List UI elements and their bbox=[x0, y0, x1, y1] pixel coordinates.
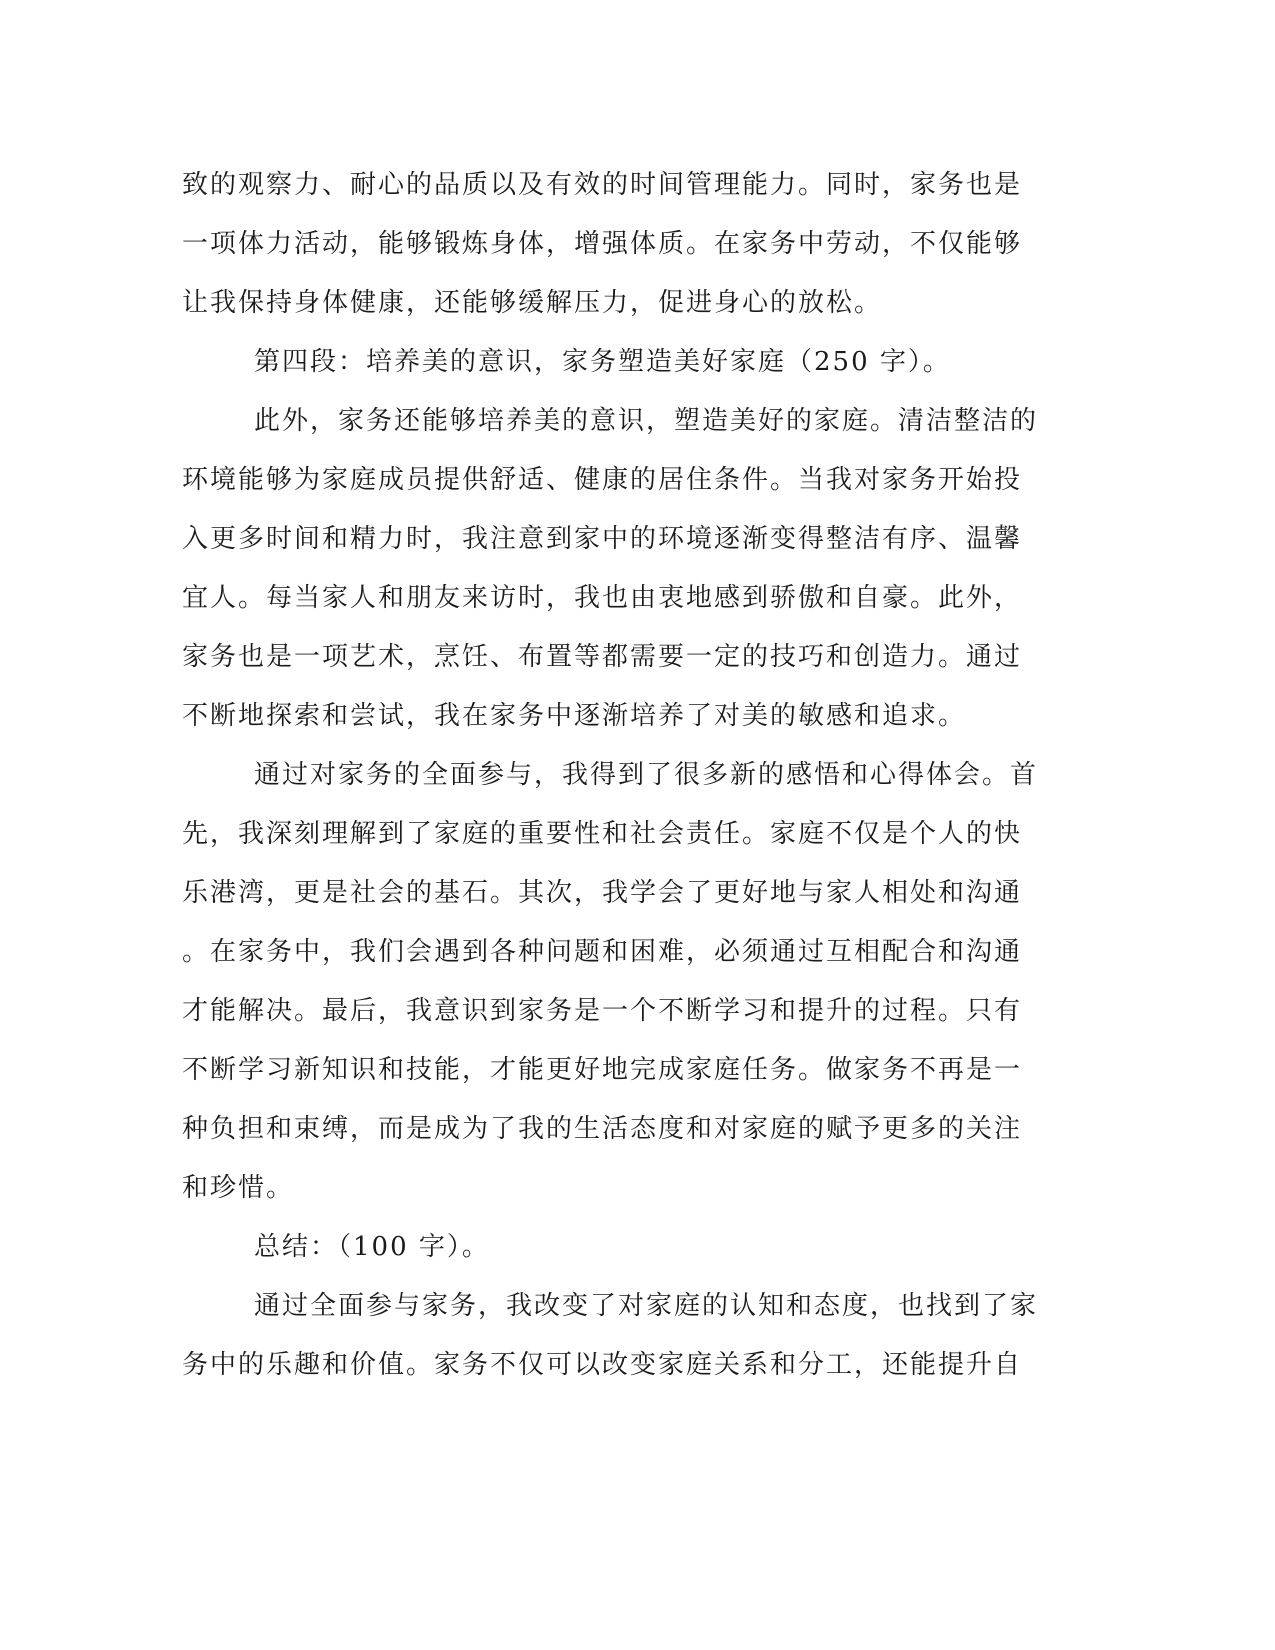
section-heading: 第四段：培养美的意识，家务塑造美好家庭（250 字）。 bbox=[254, 347, 951, 377]
text-line: 不断学习新知识和技能，才能更好地完成家庭任务。做家务不再是一 bbox=[182, 1055, 1023, 1085]
paragraph-first-line: 通过全面参与家务，我改变了对家庭的认知和态度，也找到了家 bbox=[254, 1291, 1039, 1321]
text-line: 种负担和束缚，而是成为了我的生活态度和对家庭的赋予更多的关注 bbox=[182, 1114, 1023, 1144]
text-line: 才能解决。最后，我意识到家务是一个不断学习和提升的过程。只有 bbox=[182, 996, 1023, 1026]
text-line: 一项体力活动，能够锻炼身体，增强体质。在家务中劳动，不仅能够 bbox=[182, 229, 1023, 259]
text-line: 家务也是一项艺术，烹饪、布置等都需要一定的技巧和创造力。通过 bbox=[182, 642, 1023, 672]
text-line: 让我保持身体健康，还能够缓解压力，促进身心的放松。 bbox=[182, 288, 883, 318]
text-line: 先，我深刻理解到了家庭的重要性和社会责任。家庭不仅是个人的快 bbox=[182, 819, 1023, 849]
text-line: 。在家务中，我们会遇到各种问题和困难，必须通过互相配合和沟通 bbox=[182, 937, 1023, 967]
text-line: 不断地探索和尝试，我在家务中逐渐培养了对美的敏感和追求。 bbox=[182, 701, 967, 731]
text-line: 宜人。每当家人和朋友来访时，我也由衷地感到骄傲和自豪。此外， bbox=[182, 583, 1023, 613]
text-line: 和珍惜。 bbox=[182, 1173, 295, 1203]
text-line: 致的观察力、耐心的品质以及有效的时间管理能力。同时，家务也是 bbox=[182, 170, 1023, 200]
section-heading: 总结：（100 字）。 bbox=[254, 1232, 490, 1262]
document-body bbox=[182, 156, 1039, 1395]
text-line: 务中的乐趣和价值。家务不仅可以改变家庭关系和分工，还能提升自 bbox=[182, 1350, 1023, 1380]
paragraph-first-line: 通过对家务的全面参与，我得到了很多新的感悟和心得体会。首 bbox=[254, 760, 1039, 790]
paragraph-first-line: 此外，家务还能够培养美的意识，塑造美好的家庭。清洁整洁的 bbox=[254, 406, 1039, 436]
text-line: 入更多时间和精力时，我注意到家中的环境逐渐变得整洁有序、温馨 bbox=[182, 524, 1023, 554]
text-line: 乐港湾，更是社会的基石。其次，我学会了更好地与家人相处和沟通 bbox=[182, 878, 1023, 908]
text-line: 环境能够为家庭成员提供舒适、健康的居住条件。当我对家务开始投 bbox=[182, 465, 1023, 495]
